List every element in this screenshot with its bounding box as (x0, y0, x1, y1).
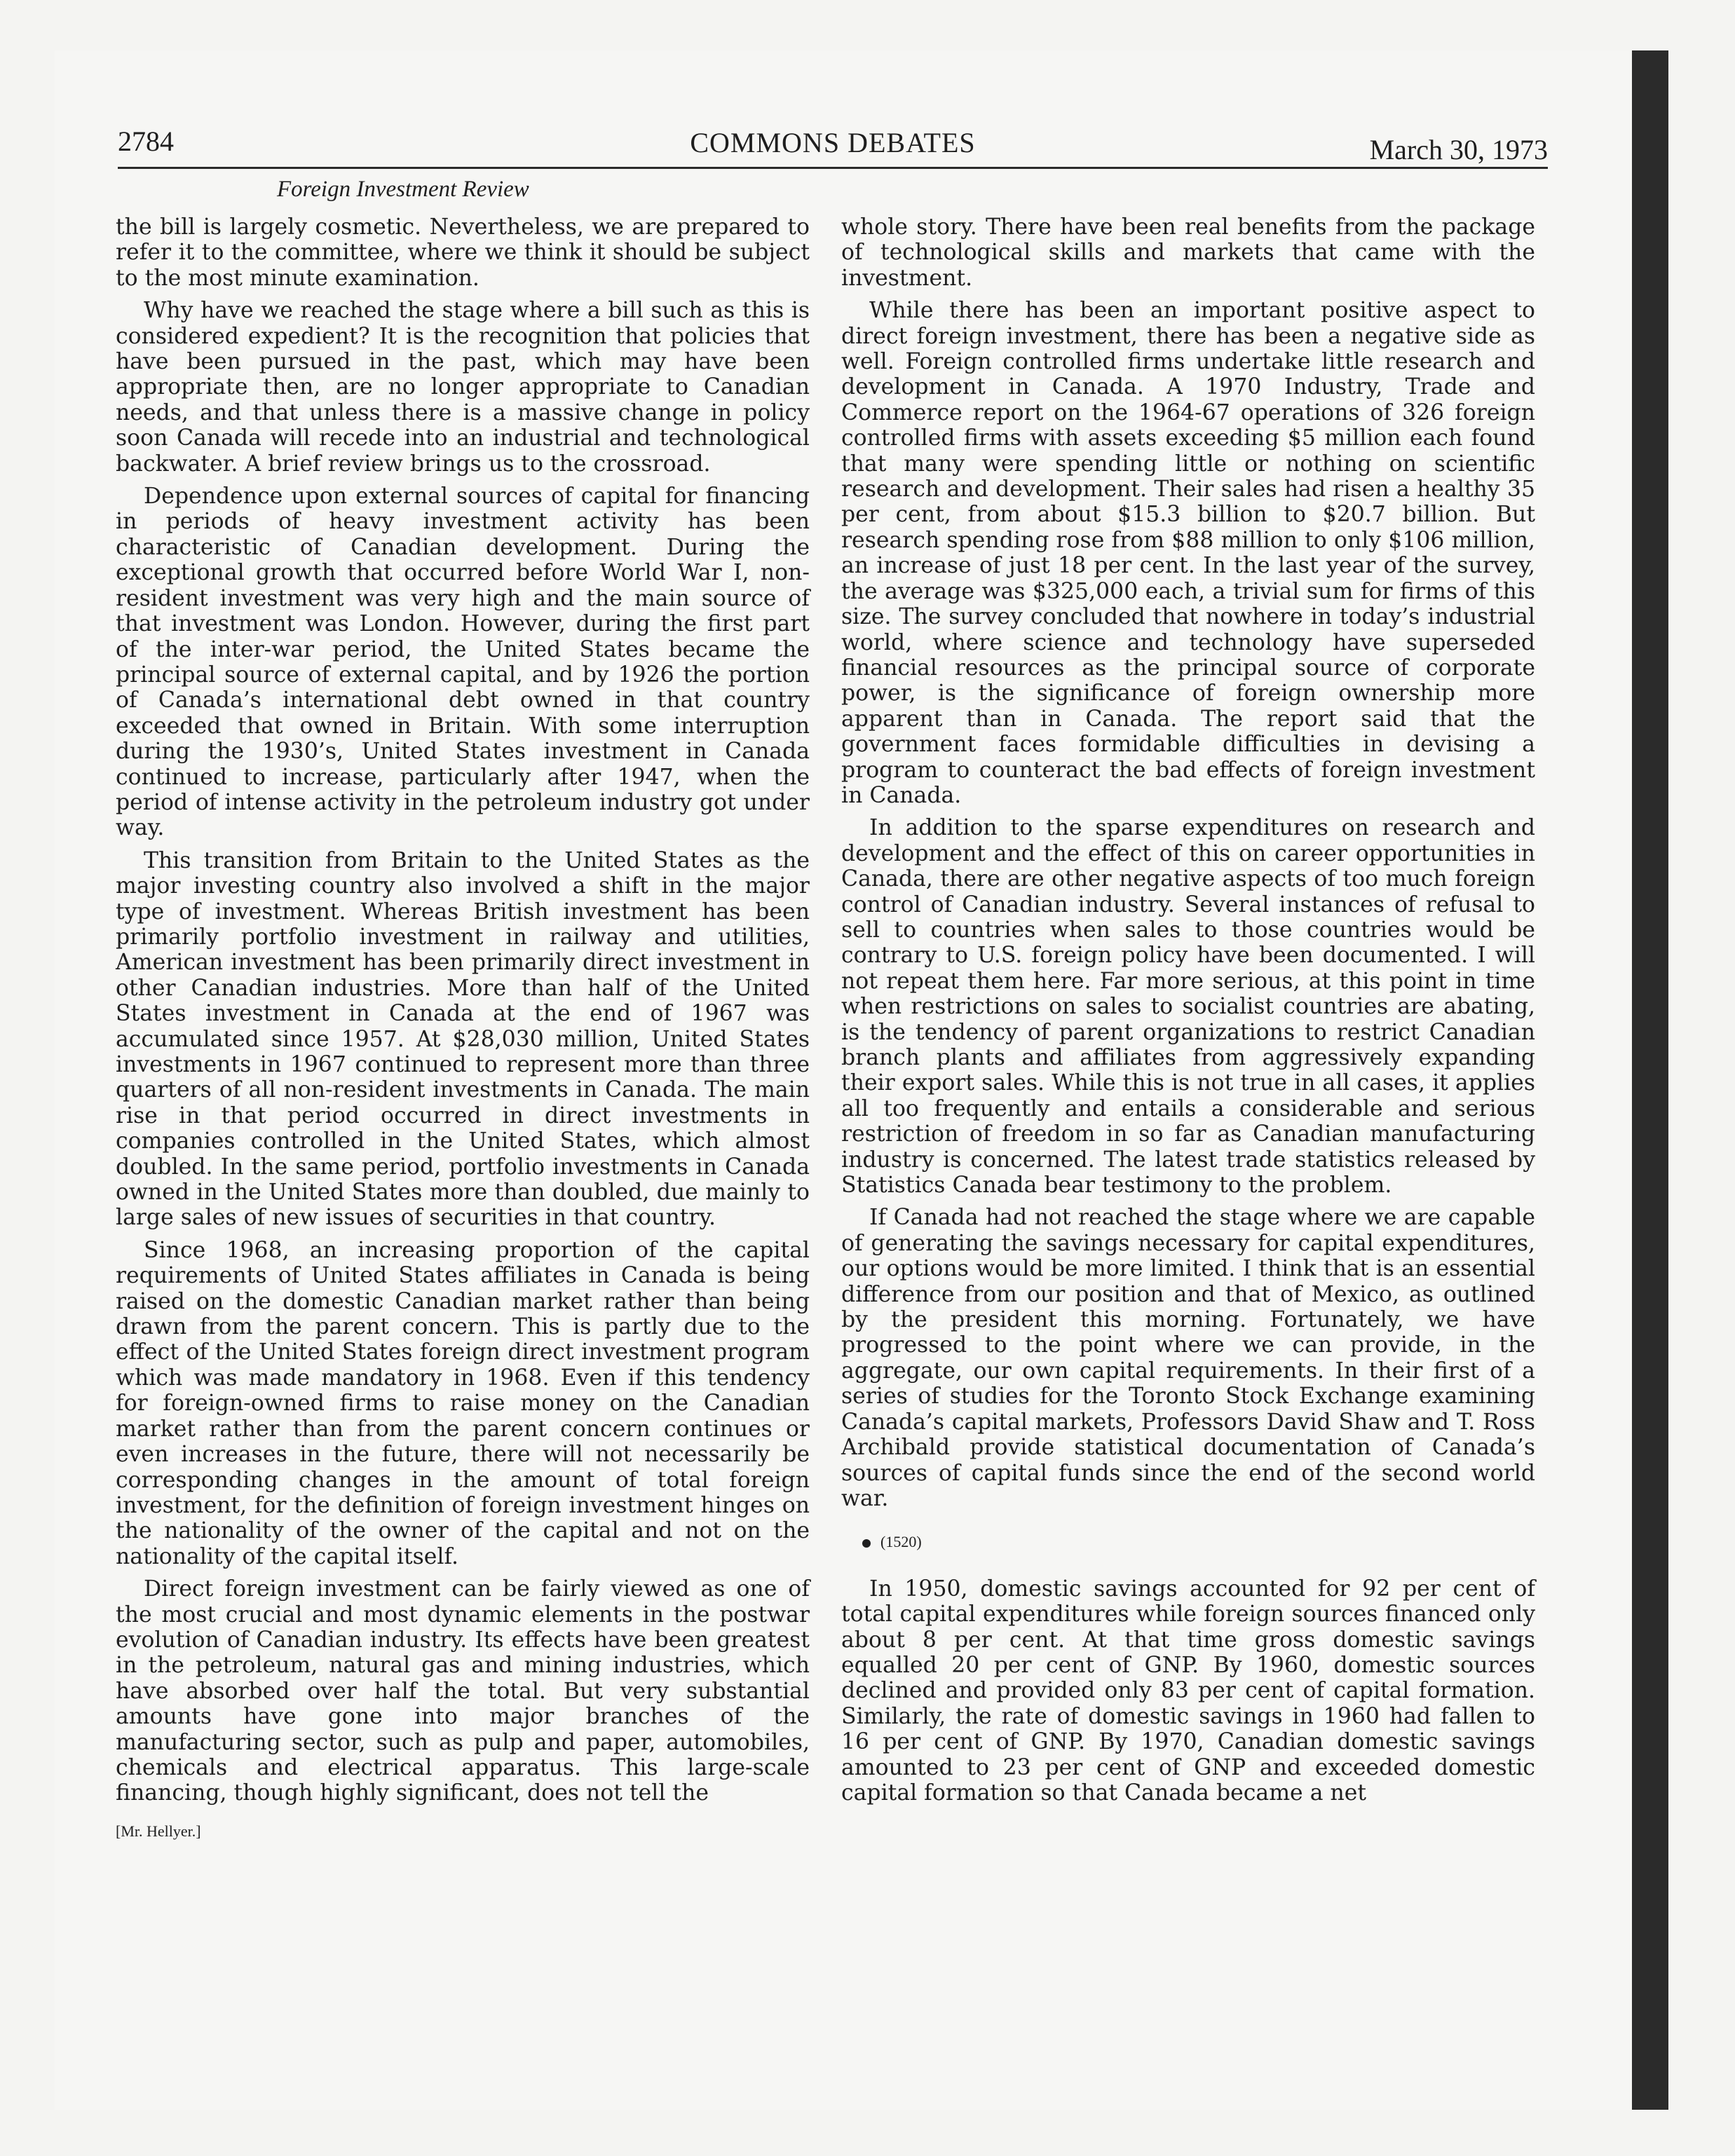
publication-title: COMMONS DEBATES (690, 127, 976, 158)
paragraph: Dependence upon external sources of capital for financing in periods of heavy investment activity has been characteristic of Canadian development. During the exceptional growth that occurred before World War I, non-resident investment was very high and the main source of that investment was London. However, during the first part of the inter-war period, the United States became the principal source of external capital, and by 1926 the portion of Canada’s international debt owned in that country exceeded that owned in Britain. With some interruption during the 1930’s, United States investment in Canada continued to increase, particularly after 1947, when the period of intense activity in the petroleum industry got under way. (116, 484, 810, 841)
paragraph: the bill is largely cosmetic. Nevertheless, we are prepared to refer it to the committee, where we think it should be subject to the most minute examination. (116, 214, 810, 291)
page-header (118, 125, 1548, 169)
publication-date: March 30, 1973 (1369, 134, 1548, 165)
speaker-attribution: [Mr. Hellyer.] (116, 1822, 201, 1840)
time-marker (862, 1529, 1535, 1555)
bullet-icon (862, 1539, 871, 1548)
paragraph: Direct foreign investment can be fairly viewed as one of the most crucial and most dynamic elements in the postwar evolution of Canadian industry. Its effects have been greatest in the petroleum, natural gas and mining industries, which have absorbed over half the total. But very substantial amounts have gone into major branches of the manufacturing sector, such as pulp and paper, automobiles, chemicals and electrical apparatus. This large-scale financing, though highly significant, does not tell the (116, 1576, 810, 1806)
section-heading: Foreign Investment Review (277, 177, 529, 202)
paragraph: whole story. There have been real benefits from the package of technological skills and markets that came with the investment. (841, 214, 1535, 291)
paragraph: Since 1968, an increasing proportion of the capital requirements of United States affiliates in Canada is being raised on the domestic Canadian market rather than being drawn from the parent concern. This is partly due to the effect of the United States foreign direct investment program which was made mandatory in 1968. Even if this tendency for foreign-owned firms to raise money on the Canadian market rather than from the parent concern continues or even increases in the future, there will not necessarily be corresponding changes in the amount of total foreign investment, for the definition of foreign investment hinges on the nationality of the owner of the capital and not on the nationality of the capital itself. (116, 1237, 810, 1569)
left-column (116, 214, 810, 1844)
scan-binding-edge (1632, 50, 1668, 2110)
paragraph: If Canada had not reached the stage where we are capable of generating the savings necessary for capital expenditures, our options would be more limited. I think that is an essential difference from our position and that of Mexico, as outlined by the president this morning. Fortunately, we have progressed to the point where we can provide, in the aggregate, our own capital requirements. In their first of a series of studies for the Toronto Stock Exchange examining Canada’s capital markets, Professors David Shaw and T. Ross Archibald provide statistical documentation of Canada’s sources of capital funds since the end of the second world war. (841, 1205, 1535, 1511)
paragraph: In 1950, domestic savings accounted for 92 per cent of total capital expenditures while foreign sources financed only about 8 per cent. At that time gross domestic savings equalled 20 per cent of GNP. By 1960, domestic sources declined and provided only 83 per cent of capital formation. Similarly, the rate of domestic savings in 1960 had fallen to 16 per cent of GNP. By 1970, Canadian domestic savings amounted to 23 per cent of GNP and exceeded domestic capital formation so that Canada became a net (841, 1576, 1535, 1806)
time-marker-label: (1520) (880, 1533, 922, 1551)
paragraph: In addition to the sparse expenditures on research and development and the effect of this on career opportunities in Canada, there are other negative aspects of too much foreign control of Canadian industry. Several instances of refusal to sell to countries when sales to those countries would be contrary to U.S. foreign policy have been documented. I will not repeat them here. Far more serious, at this point in time when restrictions on sales to socialist countries are abating, is the tendency of parent organizations to restrict Canadian branch plants and affiliates from aggressively expanding their export sales. While this is not true in all cases, it applies all too frequently and entails a considerable and serious restriction of freedom in so far as Canadian manufacturing industry is concerned. The latest trade statistics released by Statistics Canada bear testimony to the problem. (841, 815, 1535, 1199)
page-number: 2784 (118, 125, 174, 157)
paragraph: While there has been an important positive aspect to direct foreign investment, there has been a negative side as well. Foreign controlled firms undertake little research and development in Canada. A 1970 Industry, Trade and Commerce report on the 1964-67 operations of 326 foreign controlled firms with assets exceeding $5 million each found that many were spending little or nothing on scientific research and development. Their sales had risen a healthy 35 per cent, from about $15.3 billion to $20.7 billion. But research spending rose from $88 million to only $106 million, an increase of just 18 per cent. In the last year of the survey, the average was $325,000 each, a trivial sum for firms of this size. The survey concluded that nowhere in today’s industrial world, where science and technology have superseded financial resources as the principal source of corporate power, is the significance of foreign ownership more apparent than in Canada. The report said that the government faces formidable difficulties in devising a program to counteract the bad effects of foreign investment in Canada. (841, 298, 1535, 808)
right-column (841, 214, 1535, 1813)
paragraph: This transition from Britain to the United States as the major investing country also involved a shift in the major type of investment. Whereas British investment has been primarily portfolio investment in railway and utilities, American investment has been primarily direct investment in other Canadian industries. More than half of the United States investment in Canada at the end of 1967 was accumulated since 1957. At $28,030 million, United States investments in 1967 continued to represent more than three quarters of all non-resident investments in Canada. The main rise in that period occurred in direct investments in companies controlled in the United States, which almost doubled. In the same period, portfolio investments in Canada owned in the United States more than doubled, due mainly to large sales of new issues of securities in that country. (116, 847, 810, 1231)
paragraph: Why have we reached the stage where a bill such as this is considered expedient? It is the recognition that policies that have been pursued in the past, which may have been appropriate then, are no longer appropriate to Canadian needs, and that unless there is a massive change in policy soon Canada will recede into an industrial and technological backwater. A brief review brings us to the crossroad. (116, 298, 810, 477)
